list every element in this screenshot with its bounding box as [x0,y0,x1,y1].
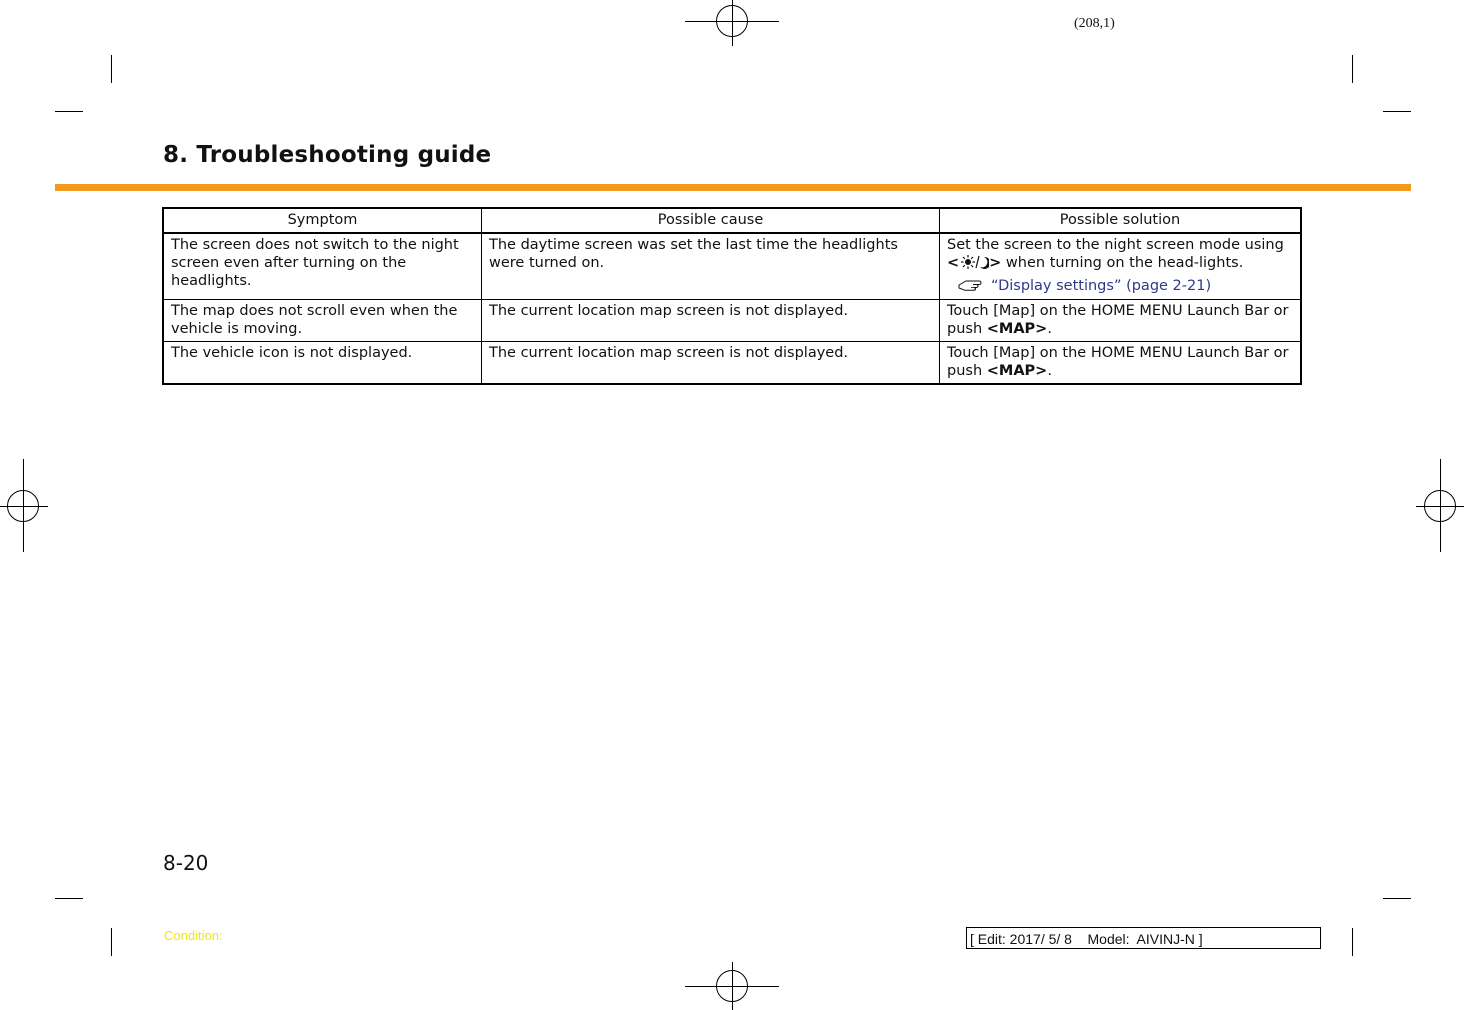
symptom-cell: The map does not scroll even when the vehicle is moving. [163,300,482,342]
cross-reference-text: “Display settings” (page 2-21) [991,277,1212,294]
page-code: (208,1) [1074,16,1115,31]
header-symptom: Symptom [163,208,482,233]
table-row [163,342,1301,385]
page-number: 8-20 [163,851,209,875]
day-night-toggle-icon [959,254,989,275]
map-key: <MAP> [986,363,1048,379]
symptom-cell: The screen does not switch to the night screen even after turning on the headlights. [163,233,482,300]
solution-text-after: . [1047,363,1052,379]
table-row [163,233,1301,300]
table-header-row [163,208,1301,233]
solution-cell [940,300,1302,342]
solution-text-after: when turning on the head-lights. [1001,255,1244,271]
cause-cell: The current location map screen is not displayed. [482,342,940,385]
crosshair-top-icon [716,5,748,37]
solution-text-after: . [1047,321,1052,337]
table-row [163,300,1301,342]
header-possible-cause: Possible cause [482,208,940,233]
solution-cell [940,233,1302,300]
map-key: <MAP> [986,321,1048,337]
key-close: > [989,255,1002,271]
crosshair-bottom-icon [716,970,748,1002]
cause-cell: The daytime screen was set the last time the headlights were turned on. [482,233,940,300]
symptom-cell: The vehicle icon is not displayed. [163,342,482,385]
troubleshooting-table [162,207,1302,385]
solution-text: Set the screen to the night screen mode using [947,237,1284,253]
solution-text: Touch [Map] on the HOME MENU Launch Bar or push [947,345,1289,379]
crosshair-left-icon [7,490,39,522]
cross-reference-link[interactable] [957,275,1211,296]
cause-cell: The current location map screen is not displayed. [482,300,940,342]
crosshair-right-icon [1424,490,1456,522]
edit-info-box: [ Edit: 2017/ 5/ 8 Model: AIVINJ-N ] [966,927,1321,949]
solution-text: Touch [Map] on the HOME MENU Launch Bar or push [947,303,1289,337]
key-open: < [947,255,960,271]
pointing-hand-icon [957,275,985,296]
solution-cell [940,342,1302,385]
condition-label: Condition: [164,928,223,943]
section-title: 8. Troubleshooting guide [163,142,492,168]
header-possible-solution: Possible solution [940,208,1302,233]
section-accent-bar [55,184,1411,191]
